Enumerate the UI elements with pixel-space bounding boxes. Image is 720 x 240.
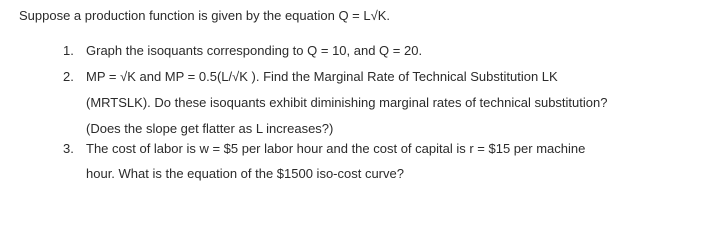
- item-3-line-1: The cost of labor is w = $5 per labor hour and the cost of capital is r = $15 per machine: [86, 141, 586, 156]
- item-1-number: 1.: [63, 43, 74, 58]
- item-2-line-3: (Does the slope get flatter as L increases?): [86, 121, 334, 136]
- item-2-line-1: MP = √K and MP = 0.5(L/√K ). Find the Marginal Rate of Technical Substitution LK: [86, 69, 558, 84]
- item-1-line-1: Graph the isoquants corresponding to Q = 10, and Q = 20.: [86, 43, 423, 58]
- item-2-number: 2.: [63, 69, 74, 84]
- problem-intro: Suppose a production function is given by the equation Q = L√K.: [19, 8, 391, 23]
- item-2-line-2: (MRTSLK). Do these isoquants exhibit diminishing marginal rates of technical substitution?: [86, 95, 608, 110]
- item-3-line-2: hour. What is the equation of the $1500 iso-cost curve?: [86, 166, 404, 181]
- item-3-number: 3.: [63, 141, 74, 156]
